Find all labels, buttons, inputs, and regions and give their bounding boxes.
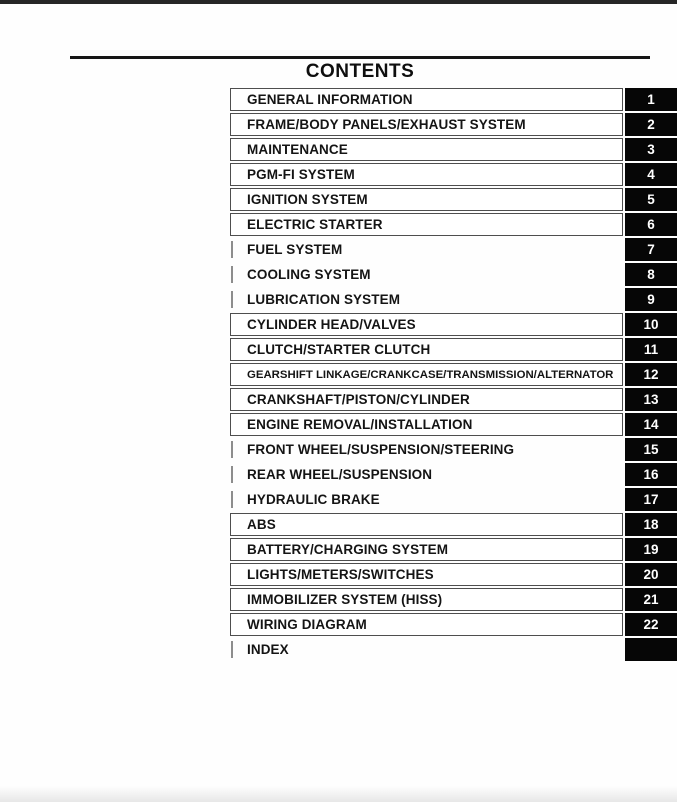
toc-chapter-number-box — [625, 463, 677, 486]
toc-entry-box — [230, 163, 623, 186]
toc-row[interactable] — [230, 188, 677, 211]
toc-entry-box — [230, 288, 623, 311]
toc-entry-label: LIGHTS/METERS/SWITCHES — [247, 567, 434, 582]
toc-row[interactable] — [230, 513, 677, 536]
toc-chapter-number: 10 — [643, 317, 659, 332]
page-title: CONTENTS — [305, 61, 415, 82]
toc-entry-box — [230, 388, 623, 411]
toc-entry-label: CLUTCH/STARTER CLUTCH — [247, 342, 431, 357]
toc-list — [230, 88, 677, 663]
toc-row[interactable] — [230, 388, 677, 411]
toc-entry-label: BATTERY/CHARGING SYSTEM — [247, 542, 449, 557]
toc-row[interactable] — [230, 613, 677, 636]
toc-row[interactable] — [230, 288, 677, 311]
toc-entry-label: PGM-FI SYSTEM — [247, 167, 355, 182]
toc-entry-label: FRONT WHEEL/SUSPENSION/STEERING — [247, 442, 515, 457]
toc-entry-box — [230, 463, 623, 486]
toc-chapter-number: 6 — [647, 217, 655, 232]
toc-row[interactable] — [230, 138, 677, 161]
toc-entry-label: REAR WHEEL/SUSPENSION — [247, 467, 433, 482]
toc-chapter-number: 22 — [643, 617, 659, 632]
toc-entry-label: IGNITION SYSTEM — [247, 192, 368, 207]
page-bottom-shade — [0, 786, 677, 802]
toc-chapter-number: 7 — [647, 242, 655, 257]
toc-row[interactable] — [230, 163, 677, 186]
toc-row[interactable] — [230, 238, 677, 261]
toc-entry-box — [230, 488, 623, 511]
toc-row[interactable] — [230, 588, 677, 611]
toc-row[interactable] — [230, 213, 677, 236]
toc-row[interactable] — [230, 113, 677, 136]
toc-entry-label: IMMOBILIZER SYSTEM (HISS) — [247, 592, 443, 607]
toc-chapter-number: 16 — [643, 467, 659, 482]
toc-entry-label: WIRING DIAGRAM — [247, 617, 367, 632]
toc-chapter-number: 21 — [643, 592, 659, 607]
toc-entry-label: CRANKSHAFT/PISTON/CYLINDER — [247, 392, 470, 407]
toc-row[interactable] — [230, 413, 677, 436]
toc-entry-box — [230, 88, 623, 111]
toc-entry-label: ABS — [247, 517, 276, 532]
toc-chapter-number: 8 — [647, 267, 655, 282]
toc-row[interactable] — [230, 538, 677, 561]
toc-chapter-number-box — [625, 213, 677, 236]
toc-chapter-number: 19 — [643, 542, 659, 557]
toc-chapter-number: 11 — [643, 342, 659, 357]
toc-row[interactable] — [230, 563, 677, 586]
toc-chapter-number-box — [625, 438, 677, 461]
toc-entry-label: ELECTRIC STARTER — [247, 217, 383, 232]
toc-entry-box — [230, 313, 623, 336]
toc-entry-box — [230, 363, 623, 386]
toc-entry-label: FRAME/BODY PANELS/EXHAUST SYSTEM — [247, 117, 526, 132]
toc-entry-label: FUEL SYSTEM — [247, 242, 343, 257]
toc-chapter-number-box — [625, 613, 677, 636]
toc-entry-label: GEARSHIFT LINKAGE/CRANKCASE/TRANSMISSION/ALTERNATOR — [247, 368, 614, 381]
toc-entry-box — [230, 563, 623, 586]
toc-chapter-number: 3 — [647, 142, 655, 157]
toc-entry-box — [230, 588, 623, 611]
toc-chapter-number: 1 — [647, 92, 655, 107]
toc-row[interactable] — [230, 88, 677, 111]
toc-chapter-number-box — [625, 88, 677, 111]
toc-chapter-number: 14 — [643, 417, 659, 432]
toc-row[interactable] — [230, 488, 677, 511]
toc-entry-label: COOLING SYSTEM — [247, 267, 371, 282]
toc-chapter-number-box — [625, 388, 677, 411]
toc-row[interactable] — [230, 463, 677, 486]
toc-chapter-number-box — [625, 313, 677, 336]
toc-entry-box — [230, 113, 623, 136]
toc-chapter-number-box — [625, 113, 677, 136]
header-rule — [70, 56, 650, 59]
toc-entry-label: INDEX — [247, 642, 289, 657]
toc-row[interactable] — [230, 313, 677, 336]
toc-chapter-number-box — [625, 338, 677, 361]
toc-chapter-number: 18 — [643, 517, 659, 532]
toc-entry-label: CYLINDER HEAD/VALVES — [247, 317, 416, 332]
toc-entry-box — [230, 513, 623, 536]
toc-entry-box — [230, 338, 623, 361]
toc-chapter-number-box — [625, 138, 677, 161]
toc-row[interactable] — [230, 338, 677, 361]
toc-chapter-number-box — [625, 563, 677, 586]
toc-chapter-number-box — [625, 363, 677, 386]
toc-entry-label: ENGINE REMOVAL/INSTALLATION — [247, 417, 473, 432]
toc-entry-box — [230, 438, 623, 461]
toc-chapter-number: 20 — [643, 567, 659, 582]
toc-chapter-number-box — [625, 513, 677, 536]
toc-chapter-number: 13 — [643, 392, 659, 407]
toc-chapter-number-box — [625, 488, 677, 511]
toc-chapter-number: 5 — [647, 192, 655, 207]
toc-chapter-number-box — [625, 538, 677, 561]
toc-entry-box — [230, 613, 623, 636]
toc-row[interactable] — [230, 438, 677, 461]
toc-entry-label: GENERAL INFORMATION — [247, 92, 413, 107]
toc-chapter-number-box — [625, 638, 677, 661]
toc-chapter-number-box — [625, 588, 677, 611]
toc-chapter-number: 9 — [647, 292, 655, 307]
toc-row[interactable] — [230, 263, 677, 286]
toc-entry-box — [230, 238, 623, 261]
toc-entry-box — [230, 413, 623, 436]
toc-entry-box — [230, 638, 623, 661]
toc-chapter-number-box — [625, 263, 677, 286]
toc-chapter-number-box — [625, 188, 677, 211]
toc-chapter-number: 17 — [643, 492, 659, 507]
page-top-bar — [0, 0, 677, 4]
toc-row[interactable] — [230, 638, 677, 661]
toc-row[interactable] — [230, 363, 677, 386]
toc-entry-label: MAINTENANCE — [247, 142, 348, 157]
toc-chapter-number-box — [625, 288, 677, 311]
toc-entry-box — [230, 213, 623, 236]
toc-entry-box — [230, 263, 623, 286]
toc-entry-box — [230, 138, 623, 161]
toc-chapter-number-box — [625, 413, 677, 436]
toc-chapter-number: 4 — [647, 167, 655, 182]
toc-entry-box — [230, 538, 623, 561]
toc-entry-label: LUBRICATION SYSTEM — [247, 292, 401, 307]
toc-entry-box — [230, 188, 623, 211]
toc-chapter-number: 12 — [643, 367, 659, 382]
toc-chapter-number-box — [625, 238, 677, 261]
toc-entry-label: HYDRAULIC BRAKE — [247, 492, 380, 507]
toc-chapter-number: 15 — [643, 442, 659, 457]
toc-chapter-number-box — [625, 163, 677, 186]
toc-chapter-number: 2 — [647, 117, 655, 132]
